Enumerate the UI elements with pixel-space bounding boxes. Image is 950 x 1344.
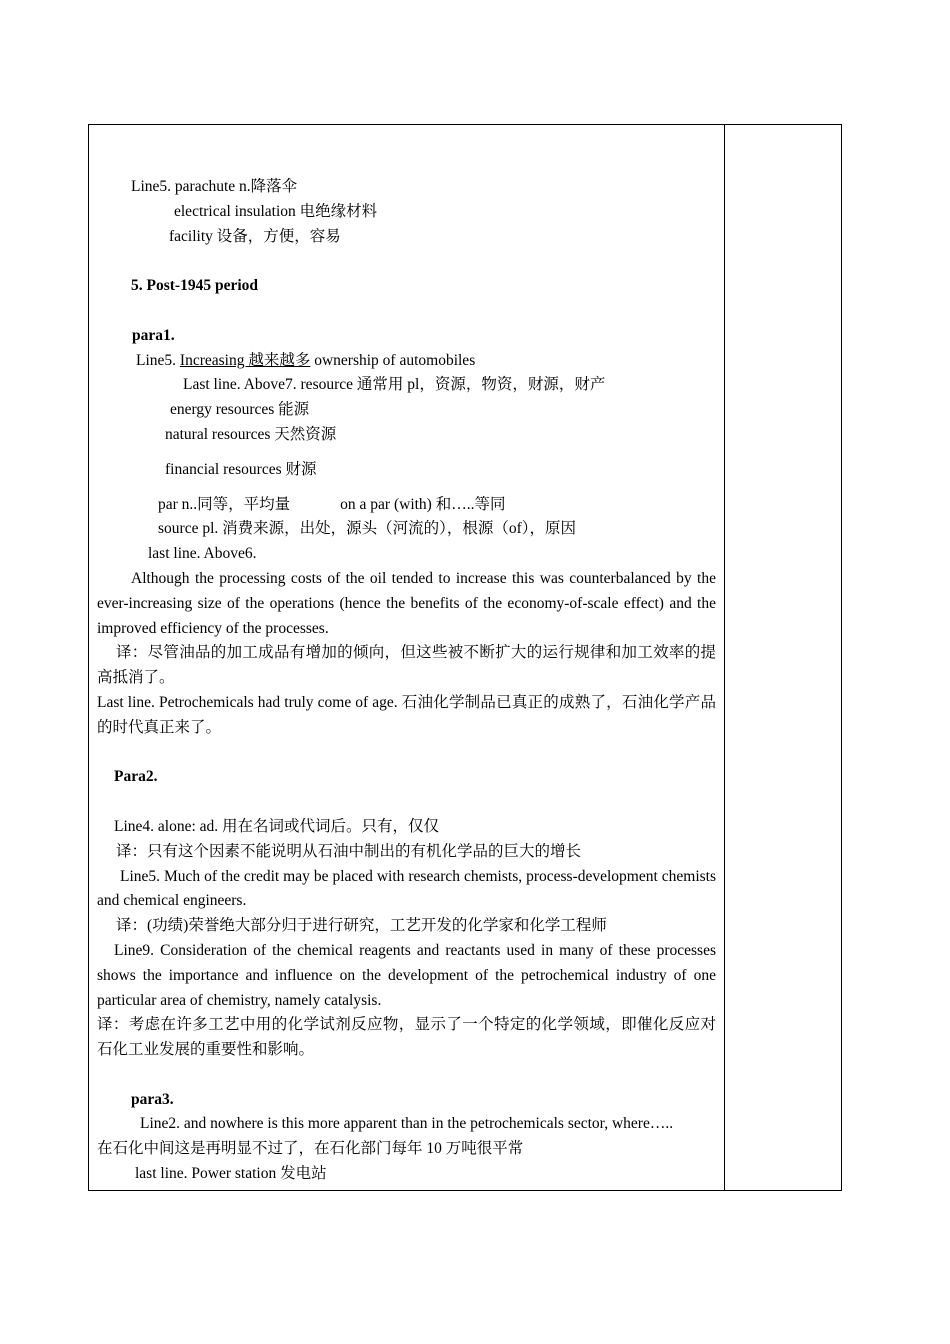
para1-although-translation: 译：尽管油品的加工成品有增加的倾向，但这些被不断扩大的运行规律和加工效率的提高抵消了。 bbox=[97, 644, 716, 687]
para2-heading: Para2. bbox=[114, 768, 158, 786]
para1-petrochemicals-come-of-age: Last line. Petrochemicals had truly come of age. 石油化学制品已真正的成熟了，石油化学产品的时代真正来了。 bbox=[97, 693, 716, 736]
para1-line5-underlined: Increasing 越来越多 bbox=[179, 351, 311, 369]
para1-par-phrase: on a par (with) 和…..等同 bbox=[340, 495, 506, 513]
para3-power-station: last line. Power station 发电站 bbox=[135, 1165, 327, 1183]
para1-par bbox=[97, 493, 716, 518]
table-column-divider bbox=[724, 124, 725, 1191]
para3-heading: para3. bbox=[131, 1090, 174, 1108]
para2-line5-translation: 译：(功绩)荣誉绝大部分归于进行研究，工艺开发的化学家和化学工程师 bbox=[116, 917, 607, 935]
para1-last-line-above6: last line. Above6. bbox=[148, 545, 257, 563]
para1-par-def: par n..同等，平均量 bbox=[158, 495, 291, 513]
vocab-facility: facility 设备，方便，容易 bbox=[169, 227, 341, 245]
para1-line5 bbox=[97, 349, 716, 374]
para2-line4-translation: 译：只有这个因素不能说明从石油中制出的有机化学品的巨大的增长 bbox=[116, 842, 582, 860]
para3-line2-nowhere: Line2. and nowhere is this more apparent than in the petrochemicals sector, where….. bbox=[140, 1115, 674, 1133]
para3-line2-translation: 在石化中间这是再明显不过了，在石化部门每年 10 万吨很平常 bbox=[97, 1140, 524, 1158]
para2-line9-translation: 译：考虑在许多工艺中用的化学试剂反应物，显示了一个特定的化学领域，即催化反应对石化工业发展的重要性和影响。 bbox=[97, 1016, 716, 1059]
para1-natural-resources: natural resources 天然资源 bbox=[165, 425, 337, 443]
para1-line5-suffix: ownership of automobiles bbox=[310, 351, 476, 369]
vocab-parachute: Line5. parachute n.降落伞 bbox=[131, 178, 298, 195]
para1-source: source pl. 消费来源，出处，源头（河流的），根源（of），原因 bbox=[158, 520, 577, 538]
para1-energy-resources: energy resources 能源 bbox=[170, 401, 310, 419]
para2-line5-credit: Line5. Much of the credit may be placed with research chemists, process-development chemists and chemical engineers. bbox=[97, 867, 716, 910]
notes-content bbox=[97, 175, 716, 1187]
para1-resource: Last line. Above7. resource 通常用 pl，资源，物资，财源，财产 bbox=[183, 376, 606, 394]
section-heading-post-1945: 5. Post-1945 period bbox=[131, 277, 259, 295]
para2-line9-consideration: Line9. Consideration of the chemical reagents and reactants used in many of these processes shows the importance and influence on the development of the petrochemical industry of one particular area of chemistry, namely catalysis. bbox=[97, 941, 716, 1009]
para1-financial-resources: financial resources 财源 bbox=[165, 460, 317, 478]
vocab-electrical-insulation: electrical insulation 电绝缘材料 bbox=[174, 202, 378, 220]
para1-heading: para1. bbox=[132, 326, 175, 344]
para1-line5-prefix: Line5. bbox=[136, 351, 180, 369]
para1-although-sentence: Although the processing costs of the oil tended to increase this was counterbalanced by the ever-increasing size of the operations (hence the benefits of the economy-of-scale effect) and the improved efficiency of the processes. bbox=[97, 569, 716, 637]
para2-line4-alone: Line4. alone: ad. 用在名词或代词后。只有，仅仅 bbox=[114, 817, 440, 835]
